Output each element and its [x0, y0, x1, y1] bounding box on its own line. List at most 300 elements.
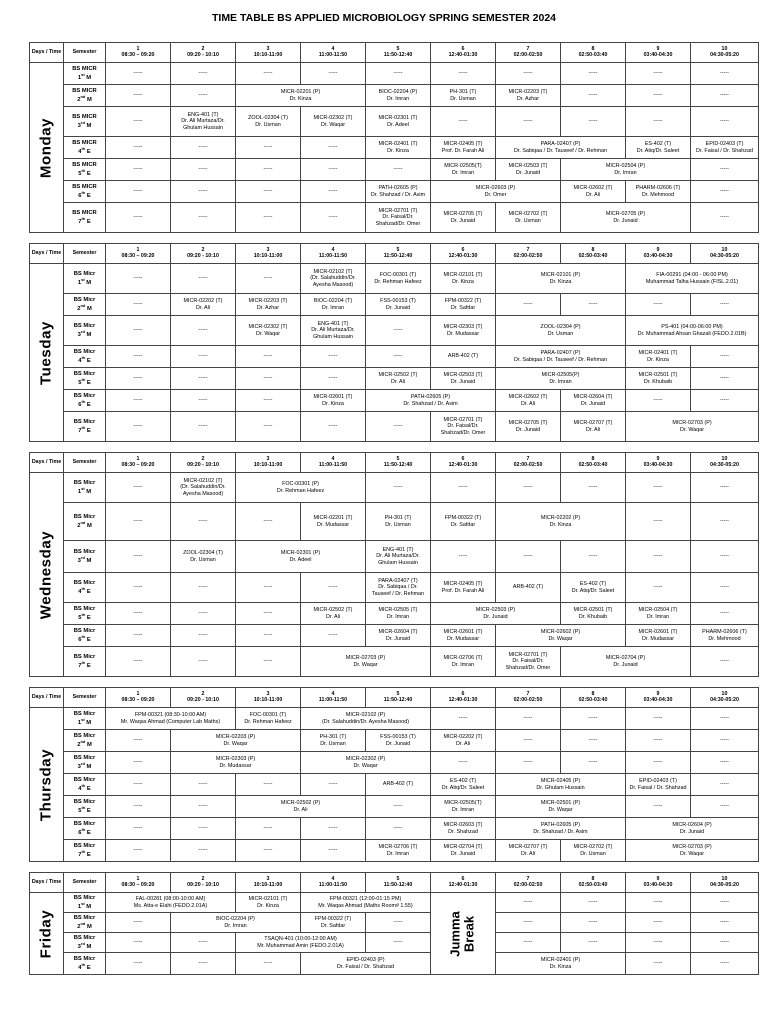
empty-slot: ----- [626, 107, 691, 137]
page-title: TIME TABLE BS APPLIED MICROBIOLOGY SPRING SEMESTER 2024 [211, 12, 557, 24]
empty-slot: ----- [626, 730, 691, 752]
empty-slot: ----- [691, 730, 759, 752]
empty-slot: ----- [106, 203, 171, 233]
instructor-name: Dr. Usman [547, 330, 574, 337]
period-header [236, 244, 301, 264]
period-number: 2 [201, 690, 205, 697]
semester-term: 6th E [78, 189, 91, 199]
class-slot [431, 264, 496, 294]
class-slot [366, 294, 431, 316]
class-slot [431, 730, 496, 752]
class-slot [626, 603, 691, 625]
semester-row [30, 85, 759, 107]
class-slot [301, 264, 366, 294]
period-number: 4 [331, 455, 335, 462]
semester-term: 5th E [78, 167, 91, 177]
empty-slot: ----- [236, 63, 301, 85]
course-code: ZOOL-02304 (P) [540, 324, 581, 331]
ordinal-suffix: th [81, 215, 86, 221]
class-slot [496, 796, 626, 818]
jumma-word: Jumma [447, 910, 463, 957]
class-slot [496, 573, 561, 603]
class-slot [301, 953, 431, 975]
course-code: MICR-02706 (T) [378, 844, 418, 851]
period-number: 6 [461, 246, 465, 253]
instructor-name: Prof. Dr. Farah Ali [441, 587, 485, 594]
class-slot [366, 774, 431, 796]
course-code: MICR-02707 (T) [573, 420, 613, 427]
period-header [431, 453, 496, 473]
course-code: MICR-02701 (T) [508, 652, 548, 659]
period-header [236, 688, 301, 708]
semester-label [64, 840, 106, 862]
empty-slot: ----- [301, 774, 366, 796]
empty-slot: ----- [626, 893, 691, 913]
instructor-name: Dr. Safdar [450, 304, 476, 311]
semester-program: BS Micr [73, 349, 96, 356]
instructor-name: Dr. Khubaib [578, 613, 608, 620]
instructor-name: Dr. Junaid [679, 828, 705, 835]
empty-slot: ----- [366, 933, 431, 953]
period-header [431, 43, 496, 63]
day-table-thursday [29, 687, 759, 862]
empty-slot: ----- [106, 647, 171, 677]
empty-slot: ----- [106, 774, 171, 796]
course-code: MICR-02102 (T) [183, 478, 223, 485]
class-slot [561, 603, 626, 625]
period-time: 11:50-12:40 [383, 696, 413, 703]
course-code: MICR-02602 (T) [508, 394, 548, 401]
course-code: MICR-02301 (T) [378, 115, 418, 122]
class-slot [431, 346, 496, 368]
instructor-name: Dr. Junaid [580, 400, 606, 407]
empty-slot: ----- [106, 159, 171, 181]
period-header [171, 873, 236, 893]
semester-program: BS Micr [73, 580, 96, 587]
course-code: MICR-02705 (T) [443, 211, 483, 218]
instructor-name: Dr. Imran [321, 304, 345, 311]
empty-slot: ----- [171, 412, 236, 442]
course-code: PHARM-02606 (T) [702, 629, 747, 636]
instructor-name: Ayesha Masood) [182, 490, 224, 497]
empty-slot: ----- [236, 159, 301, 181]
instructor-name: (Dr. Salahuddin/Dr. [310, 275, 356, 282]
empty-slot: ----- [561, 85, 626, 107]
semester-row [30, 159, 759, 181]
period-time: 04:30-05:20 [710, 252, 739, 259]
class-slot [301, 107, 366, 137]
ordinal-suffix: nd [80, 302, 86, 308]
period-time: 08:30 – 09:20 [121, 51, 155, 58]
instructor-name: Dr. Junaid [385, 304, 411, 311]
instructor-name: Dr. Junaid [483, 613, 508, 620]
semester-row [30, 107, 759, 137]
period-time: 11:00-11:50 [318, 696, 348, 703]
empty-slot: ----- [171, 159, 236, 181]
semester-term: 1st M [77, 485, 92, 495]
empty-slot: ----- [431, 473, 496, 503]
semester-program: BS Micr [73, 271, 96, 278]
period-header [691, 43, 759, 63]
class-slot [236, 893, 301, 913]
semester-row [30, 316, 759, 346]
period-number: 1 [136, 455, 140, 462]
instructor-name: Dr. Kinza [257, 902, 279, 909]
ordinal-suffix: th [81, 826, 86, 832]
class-slot [366, 390, 496, 412]
period-number: 5 [396, 246, 400, 253]
period-header [106, 453, 171, 473]
class-slot [171, 473, 236, 503]
semester-program: BS MICR [72, 114, 97, 121]
course-code: MICR-02101 (T) [443, 272, 483, 279]
course-code: MICR-02202 (P) [540, 515, 581, 522]
course-code: MICR-02603 (T) [443, 822, 483, 829]
period-header [626, 453, 691, 473]
ordinal-suffix: th [81, 804, 86, 810]
course-code: EPID-02403 (T) [639, 778, 677, 785]
period-number: 9 [656, 246, 660, 253]
instructor-name: Dr. Usman [385, 521, 411, 528]
empty-slot: ----- [301, 368, 366, 390]
instructor-name: Dr. Imran [386, 850, 410, 857]
empty-slot: ----- [431, 752, 496, 774]
ordinal-suffix: th [81, 167, 86, 173]
empty-slot: ----- [236, 346, 301, 368]
empty-slot: ----- [561, 541, 626, 573]
ordinal-suffix: rd [80, 940, 85, 946]
period-header [301, 43, 366, 63]
course-code: MICR-02201 (T) [313, 515, 353, 522]
instructor-name: Dr. Muhammad Ahsan Ghazali (FEDO.2.01B) [637, 330, 747, 337]
class-slot [431, 573, 496, 603]
empty-slot: ----- [106, 818, 171, 840]
period-header [366, 244, 431, 264]
class-slot [236, 316, 301, 346]
class-slot [301, 503, 366, 541]
empty-slot: ----- [626, 573, 691, 603]
day-label-cell [30, 708, 64, 862]
class-slot [431, 294, 496, 316]
course-code: PH-301 (T) [449, 89, 477, 96]
course-code: BIOC-02204 (P) [216, 916, 255, 923]
class-slot [626, 818, 759, 840]
course-code: MICR-02707 (T) [508, 844, 548, 851]
class-slot [431, 203, 496, 233]
instructor-name: Dr. Faisal / Dr. Shahzad [337, 963, 394, 970]
empty-slot: ----- [236, 390, 301, 412]
day-label: Thursday [37, 748, 55, 821]
empty-slot: ----- [691, 390, 759, 412]
semester-row [30, 796, 759, 818]
empty-slot: ----- [236, 625, 301, 647]
period-number: 9 [656, 45, 660, 52]
class-slot [236, 107, 301, 137]
course-code: MICR-02405 (T) [443, 581, 483, 588]
instructor-name: Ghulam Hussain [183, 124, 223, 131]
empty-slot: ----- [626, 390, 691, 412]
instructor-name: Dr. Junaid [450, 850, 476, 857]
semester-label [64, 818, 106, 840]
instructor-name: Dr. Rehman Hafeez [276, 487, 325, 494]
instructor-name: Dr. Waqar [223, 740, 248, 747]
instructor-name: Dr. Mehmood [708, 635, 741, 642]
empty-slot: ----- [431, 541, 496, 573]
empty-slot: ----- [496, 730, 561, 752]
empty-slot: ----- [561, 730, 626, 752]
empty-slot: ----- [106, 63, 171, 85]
empty-slot: ----- [691, 503, 759, 541]
period-time: 11:50-12:40 [383, 252, 413, 259]
period-number: 7 [526, 246, 530, 253]
day-table-tuesday [29, 243, 759, 442]
class-slot [496, 647, 561, 677]
instructor-name: Dr. Shahzad [448, 828, 478, 835]
ordinal-suffix: th [81, 633, 86, 639]
semester-label [64, 752, 106, 774]
empty-slot: ----- [626, 953, 691, 975]
course-code: FPM-00322 (T) [444, 298, 482, 305]
empty-slot: ----- [171, 603, 236, 625]
semester-row [30, 708, 759, 730]
course-code: PH-301 (T) [319, 734, 347, 741]
period-time: 09:20 - 10:10 [187, 696, 219, 703]
semester-label [64, 137, 106, 159]
semester-label [64, 625, 106, 647]
class-slot [626, 137, 691, 159]
empty-slot: ----- [171, 368, 236, 390]
instructor-name: Dr. Rehman Hafeez [244, 718, 292, 725]
instructor-name: Dr. Junaid [385, 635, 411, 642]
course-code: MICR-02503 (P) [475, 607, 516, 614]
course-code: PS-401 (04:00-06:00 PM) [661, 324, 723, 331]
break-word: Break [462, 915, 477, 952]
class-slot [496, 316, 626, 346]
semester-row [30, 541, 759, 573]
class-slot [626, 412, 759, 442]
instructor-name: Dr. Ali [455, 740, 471, 747]
period-header [496, 873, 561, 893]
empty-slot: ----- [301, 625, 366, 647]
header-row [30, 688, 759, 708]
period-number: 5 [396, 45, 400, 52]
instructor-name: Dr. Atiq/Dr. Saleet [441, 784, 485, 791]
instructor-name: Dr. Shahzad / Dr. Asim [370, 191, 426, 198]
course-code: MICR-02203 (P) [215, 734, 256, 741]
course-code: EPID-02403 (T) [705, 141, 744, 148]
empty-slot: ----- [626, 913, 691, 933]
ordinal-suffix: th [81, 145, 86, 151]
class-slot [431, 818, 496, 840]
instructor-name: Dr. Mudassar [446, 330, 480, 337]
empty-slot: ----- [496, 893, 561, 913]
period-time: 04:30-05:20 [710, 696, 739, 703]
empty-slot: ----- [691, 933, 759, 953]
instructor-name: Dr. Adeel [289, 556, 312, 563]
course-code: MICR-02703 (P) [672, 844, 712, 851]
semester-header: Semester [64, 244, 106, 264]
class-slot [301, 913, 366, 933]
semester-label [64, 473, 106, 503]
class-slot [236, 473, 366, 503]
semester-row [30, 137, 759, 159]
instructor-name: Dr. Imran [386, 95, 410, 102]
instructor-name: Dr. Shahzad / Dr. Asim [533, 828, 588, 835]
period-header [236, 873, 301, 893]
ordinal-suffix: th [81, 659, 86, 665]
empty-slot: ----- [561, 107, 626, 137]
instructor-name: Dr. Imran [614, 169, 637, 176]
period-number: 5 [396, 875, 400, 882]
period-number: 8 [591, 690, 595, 697]
empty-slot: ----- [106, 137, 171, 159]
period-time: 03:40-04:30 [643, 696, 673, 703]
period-header [366, 43, 431, 63]
empty-slot: ----- [106, 390, 171, 412]
course-code: FPM-00322 (T) [444, 515, 482, 522]
period-header [236, 453, 301, 473]
period-header [496, 43, 561, 63]
instructor-name: Dr. Junaid [450, 378, 476, 385]
semester-term: 1st M [77, 71, 92, 81]
semester-label [64, 63, 106, 85]
semester-program: BS MICR [72, 88, 97, 95]
empty-slot: ----- [106, 368, 171, 390]
semester-label [64, 730, 106, 752]
semester-program: BS Micr [73, 895, 96, 902]
period-time: 08:30 – 09:20 [121, 461, 155, 468]
semester-row [30, 63, 759, 85]
course-code: MICR-02302 (T) [248, 324, 288, 331]
empty-slot: ----- [301, 137, 366, 159]
instructor-name: Dr. Imran [549, 378, 572, 385]
class-slot [171, 752, 301, 774]
ordinal-suffix: th [81, 585, 86, 591]
ordinal-suffix: th [81, 354, 86, 360]
course-code: MICR-02505(P) [541, 372, 580, 379]
course-code: MICR-02601 (T) [638, 629, 678, 636]
course-code: FOC-00301 (T) [249, 712, 287, 719]
empty-slot: ----- [236, 647, 301, 677]
period-time: 02:50-03:40 [578, 252, 608, 259]
empty-slot: ----- [561, 752, 626, 774]
semester-row [30, 264, 759, 294]
course-code: BIOC-02204 (P) [378, 89, 418, 96]
instructor-name: Dr. Junaid [515, 426, 541, 433]
course-code: MICR-02405 (T) [443, 141, 483, 148]
empty-slot: ----- [366, 346, 431, 368]
instructor-name: Dr. Imran [224, 922, 247, 929]
period-time: 10:10-11:00 [253, 252, 283, 259]
empty-slot: ----- [106, 953, 171, 975]
empty-slot: ----- [171, 953, 236, 975]
course-code: MICR-02302 (T) [313, 115, 353, 122]
class-slot [301, 603, 366, 625]
course-code: MICR-02502 (P) [280, 800, 321, 807]
empty-slot: ----- [106, 730, 171, 752]
semester-row [30, 818, 759, 840]
course-code: MICR-02501 (T) [638, 372, 678, 379]
empty-slot: ----- [301, 840, 366, 862]
course-code: MICR-02703 (P) [672, 420, 712, 427]
course-code: MICR-02501 (T) [573, 607, 613, 614]
instructor-name: Dr. Usman [580, 850, 606, 857]
instructor-name: Dr. Waqar [255, 330, 281, 337]
period-number: 2 [201, 45, 205, 52]
class-slot [496, 818, 626, 840]
period-header [106, 43, 171, 63]
ordinal-suffix: th [81, 782, 86, 788]
empty-slot: ----- [106, 913, 171, 933]
class-slot [496, 390, 561, 412]
semester-program: BS Micr [73, 956, 96, 963]
course-code: MICR-02401 (P) [540, 957, 581, 964]
instructor-name: Dr. Mudassar [446, 635, 480, 642]
ordinal-suffix: st [81, 900, 85, 906]
class-slot [561, 573, 626, 603]
semester-term: 2nd M [77, 302, 92, 312]
semester-program: BS Micr [73, 606, 96, 613]
instructor-name: Dr. Waqar [320, 121, 346, 128]
period-number: 5 [396, 455, 400, 462]
class-slot [366, 730, 431, 752]
instructor-name: Dr. Usman [320, 740, 346, 747]
instructor-name: Dr. Kinza [322, 400, 344, 407]
header-row [30, 453, 759, 473]
course-code: FOC-00301 (P) [282, 481, 319, 488]
period-time: 02:50-03:40 [578, 51, 608, 58]
semester-program: BS Micr [73, 549, 96, 556]
empty-slot: ----- [691, 953, 759, 975]
period-number: 7 [526, 690, 530, 697]
class-slot [236, 294, 301, 316]
course-code: TSAQN-401 (10:00-12:00 AM) [264, 936, 337, 943]
instructor-name: Tauseef / Dr. Rehman [371, 590, 425, 597]
empty-slot: ----- [171, 933, 236, 953]
ordinal-suffix: th [81, 611, 86, 617]
semester-label [64, 181, 106, 203]
semester-label [64, 796, 106, 818]
period-time: 02:00-02:50 [513, 252, 543, 259]
empty-slot: ----- [691, 913, 759, 933]
class-slot [106, 708, 236, 730]
empty-slot: ----- [301, 573, 366, 603]
instructor-name: Dr. Waqar [548, 806, 573, 813]
course-code: MICR-02701 (T) [378, 208, 418, 215]
semester-label [64, 264, 106, 294]
semester-row [30, 390, 759, 412]
ordinal-suffix: th [81, 848, 86, 854]
period-number: 7 [526, 875, 530, 882]
course-code: MICR-02401 (T) [378, 141, 418, 148]
ordinal-suffix: th [81, 189, 86, 195]
instructor-name: Dr. Kinza [387, 147, 409, 154]
empty-slot: ----- [106, 796, 171, 818]
empty-slot: ----- [301, 346, 366, 368]
instructor-name: Dr. Mehmood [641, 191, 675, 198]
class-slot [366, 573, 431, 603]
class-slot [431, 412, 496, 442]
class-slot [496, 85, 561, 107]
class-slot [171, 730, 301, 752]
semester-program: BS MICR [72, 210, 97, 217]
empty-slot: ----- [431, 63, 496, 85]
period-header [496, 453, 561, 473]
course-code: MICR-02202 (T) [443, 734, 483, 741]
instructor-name: Ghulam Hussain [378, 559, 418, 566]
ordinal-suffix: nd [80, 738, 86, 744]
empty-slot: ----- [236, 137, 301, 159]
